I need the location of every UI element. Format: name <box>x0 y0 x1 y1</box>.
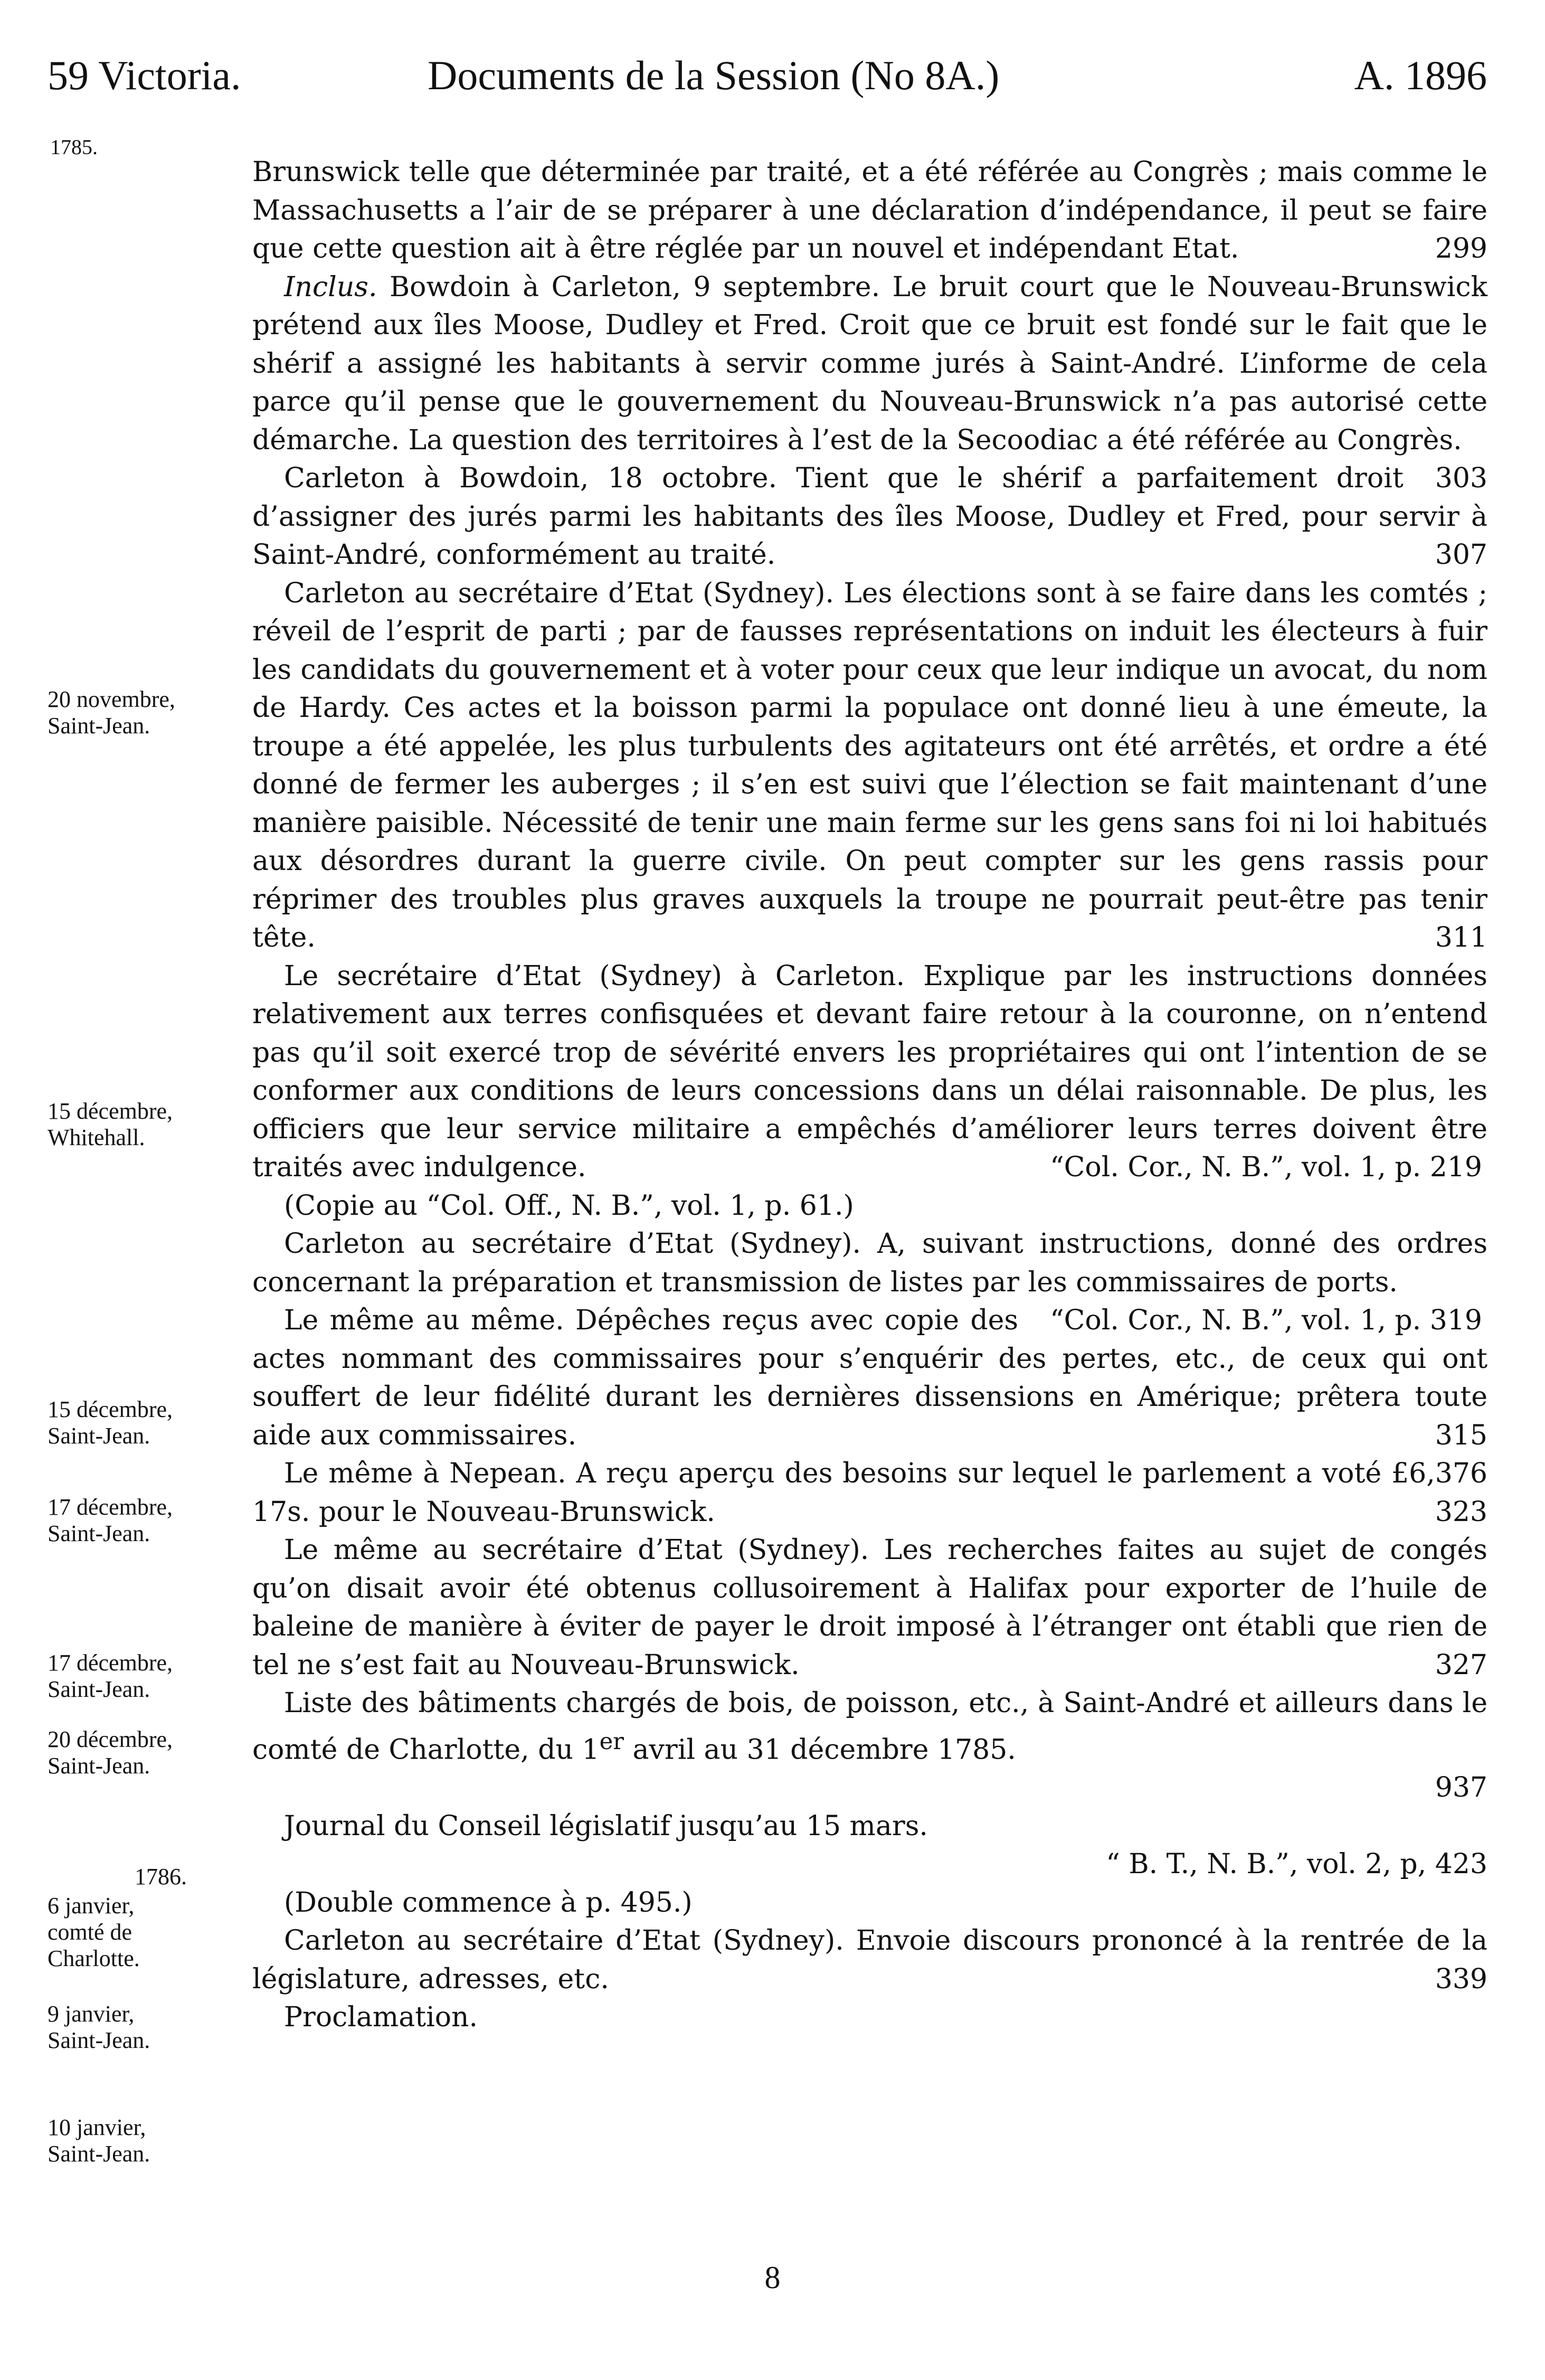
entry-303 <box>252 268 1487 494</box>
margin-date: 6 janvier, <box>48 1893 135 1919</box>
margin-note-10-janvier <box>48 2114 269 2167</box>
margin-note-17-decembre-2 <box>48 1650 269 1703</box>
margin-date: 20 novembre, <box>48 686 175 712</box>
entry-423 <box>252 1807 1487 1922</box>
margin-date: 20 décembre, <box>48 1726 173 1752</box>
entry-page-number: 303 <box>1435 462 1487 494</box>
entry-text: Carleton au secrétaire d’Etat (Sydney). Envoie discours prononcé à la rentrée de la législature, adresses, etc. <box>252 1925 1487 1995</box>
running-header <box>48 46 1487 105</box>
entry-page-number: 937 <box>1435 1772 1487 1804</box>
entry-proclamation <box>252 1998 1487 2037</box>
margin-note-6-janvier <box>48 1893 269 1972</box>
margin-date: 10 janvier, <box>48 2114 146 2140</box>
entry-339 <box>252 1922 1487 1998</box>
margin-place: Saint-Jean. <box>48 1753 150 1779</box>
margin-note-17-decembre-1 <box>48 1494 269 1547</box>
margin-note-15-decembre-saint-jean <box>48 1396 269 1449</box>
document-body <box>252 153 1487 2037</box>
entry-text: Proclamation. <box>284 2001 478 2034</box>
page-number: 8 <box>764 2260 781 2295</box>
entry-page-number: 311 <box>1435 922 1487 953</box>
entry-text: Carleton à Bowdoin, 18 octobre. Tient que le shérif a parfaitement droit d’assigner des jurés parmi les habitants des îles Moose, Dudley et Fred, pour servir à Saint-André, conformément au traité. <box>252 462 1487 571</box>
margin-date: 15 décembre, <box>48 1098 173 1124</box>
margin-place: Saint-Jean. <box>48 2027 150 2053</box>
margin-place: Saint-Jean. <box>48 1520 150 1546</box>
margin-date: 17 décembre, <box>48 1650 173 1676</box>
entry-219 <box>252 957 1487 1187</box>
entry-319 <box>252 1225 1487 1336</box>
entry-323 <box>252 1455 1487 1531</box>
entry-937 <box>252 1684 1487 1807</box>
entry-reference: “Col. Cor., N. B.”, vol. 1, p. 319 <box>1050 1305 1482 1336</box>
entry-page-number: 339 <box>1435 1963 1487 1995</box>
entry-reference: “ B. T., N. B.”, vol. 2, p, 423 <box>1106 1848 1487 1881</box>
entry-page-number: 307 <box>1435 539 1487 571</box>
margin-place: Saint-Jean. <box>48 2141 150 2167</box>
margin-year-1786 <box>48 1864 269 1890</box>
entry-text: Le même au même. Dépêches reçus avec copie des actes nommant des commissaires pour s’enquérir des pertes, etc., de ceux qui ont souffert de leur fidélité durant les dernières dissensions en Amérique; prêtera toute aide aux commissaires. <box>252 1305 1487 1451</box>
margin-place: Saint-Jean. <box>48 1676 150 1702</box>
margin-date: 15 décembre, <box>48 1396 173 1422</box>
entry-text: Carleton au secrétaire d’Etat (Sydney). Les élections sont à se faire dans les comtés ; réveil de l’esprit de parti ; par de fausses représentations on induit les électeurs à fuir les candidats du gouvernement et à voter pour ceux que leur indique un avocat, du nom de Hardy. Ces actes et la boisson parmi la populace ont donné lieu à une émeute, la troupe a été appelée, les plus turbulents des agitateurs ont été arrêtés, et ordre a été donné de fermer les auberges ; il s’en est suivi que l’élection se fait maintenant d’une manière paisible. Nécessité de tenir une main ferme sur les gens sans foi ni loi habitués aux désordres durant la guerre civile. On peut compter sur les gens rassis pour réprimer des troubles plus graves auxquels la troupe ne pourrait peut-être pas tenir tête. <box>252 577 1487 953</box>
entry-page-number: 323 <box>1435 1496 1487 1528</box>
margin-year-1785: 1785. <box>50 135 98 159</box>
entry-copy: (Copie au “Col. Off., N. B.”, vol. 1, p. 61.) <box>284 1189 854 1222</box>
margin-date: 17 décembre, <box>48 1494 173 1520</box>
entry-copy: (Double commence à p. 495.) <box>284 1886 693 1919</box>
entry-311 <box>252 574 1487 957</box>
margin-note-9-janvier <box>48 2001 269 2054</box>
entry-text: Brunswick telle que déterminée par traité, et a été référée au Congrès ; mais comme le Massachusetts a l’air de se préparer à une déclaration d’indépendance, il peut se faire que cette question ait à être réglée par un nouvel et indépendant Etat. <box>252 156 1487 265</box>
margin-place: Saint-Jean. <box>48 713 150 739</box>
header-title: Documents de la Session (No 8A.) <box>428 52 1000 98</box>
entry-text: Liste des bâtiments chargés de bois, de poisson, etc., à Saint-André et ailleurs dans le comté de Charlotte, du 1 <box>252 1687 1487 1765</box>
entry-page-number: 299 <box>1435 233 1487 265</box>
margin-date: 9 janvier, <box>48 2001 135 2027</box>
entry-text: Le secrétaire d’Etat (Sydney) à Carleton. Explique par les instructions données relativement aux terres confisquées et devant faire retour à la couronne, on n’entend pas qu’il soit exercé trop de sévérité envers les propriétaires qui ont l’intention de se conformer aux conditions de leurs concessions dans un délai raisonnable. De plus, les officiers que leur service militaire a empêchés d’améliorer leurs terres doivent être traités avec indulgence. <box>252 960 1487 1183</box>
margin-year: 1786. <box>135 1864 187 1890</box>
entry-307 <box>252 459 1487 574</box>
margin-place: Charlotte. <box>48 1945 140 1971</box>
entry-299 <box>252 153 1487 268</box>
margin-place: comté de <box>48 1919 132 1945</box>
entry-page-number: 327 <box>1435 1649 1487 1681</box>
entry-page-number: 315 <box>1435 1419 1487 1451</box>
entry-reference: “Col. Cor., N. B.”, vol. 1, p. 219 <box>1050 1151 1482 1183</box>
header-year: A. 1896 <box>1354 52 1487 98</box>
entry-text: Carleton au secrétaire d’Etat (Sydney). A, suivant instructions, donné des ordres concernant la préparation et transmission de listes par les commissaires de ports. <box>252 1228 1487 1298</box>
margin-note-20-novembre <box>48 686 269 739</box>
entry-text: avril au 31 décembre 1785. <box>623 1733 1016 1765</box>
entry-text: Journal du Conseil législatif jusqu’au 15 mars. <box>284 1810 928 1842</box>
entry-lead: Inclus. <box>284 271 377 303</box>
margin-note-15-decembre-whitehall <box>48 1098 269 1151</box>
entry-text: Le même au secrétaire d’Etat (Sydney). Les recherches faites au sujet de congés qu’on disait avoir été obtenus collusoirement à Halifax pour exporter de l’huile de baleine de manière à éviter de payer le droit imposé à l’étranger ont établi que rien de tel ne s’est fait au Nouveau-Brunswick. <box>252 1534 1487 1681</box>
margin-place: Whitehall. <box>48 1125 145 1150</box>
header-session: 59 Victoria. <box>48 52 241 98</box>
entry-superscript: er <box>599 1728 624 1755</box>
margin-place: Saint-Jean. <box>48 1423 150 1449</box>
entry-text: Bowdoin à Carleton, 9 septembre. Le bruit court que le Nouveau-Brunswick prétend aux îles Moose, Dudley et Fred. Croit que ce bruit est fondé sur le fait que le shérif a assigné les habitants à servir comme jurés à Saint-André. L’informe de cela parce qu’il pense que le gouvernement du Nouveau-Brunswick n’a pas autorisé cette démarche. La question des territoires à l’est de la Secoodiac a été référée au Congrès. <box>252 271 1487 456</box>
entry-text: Le même à Nepean. A reçu aperçu des besoins sur lequel le parlement a voté £6,376 17s. pour le Nouveau-Brunswick. <box>252 1458 1487 1528</box>
entry-copy-note <box>252 1187 1487 1225</box>
entry-327 <box>252 1531 1487 1684</box>
margin-note-20-decembre <box>48 1726 269 1779</box>
